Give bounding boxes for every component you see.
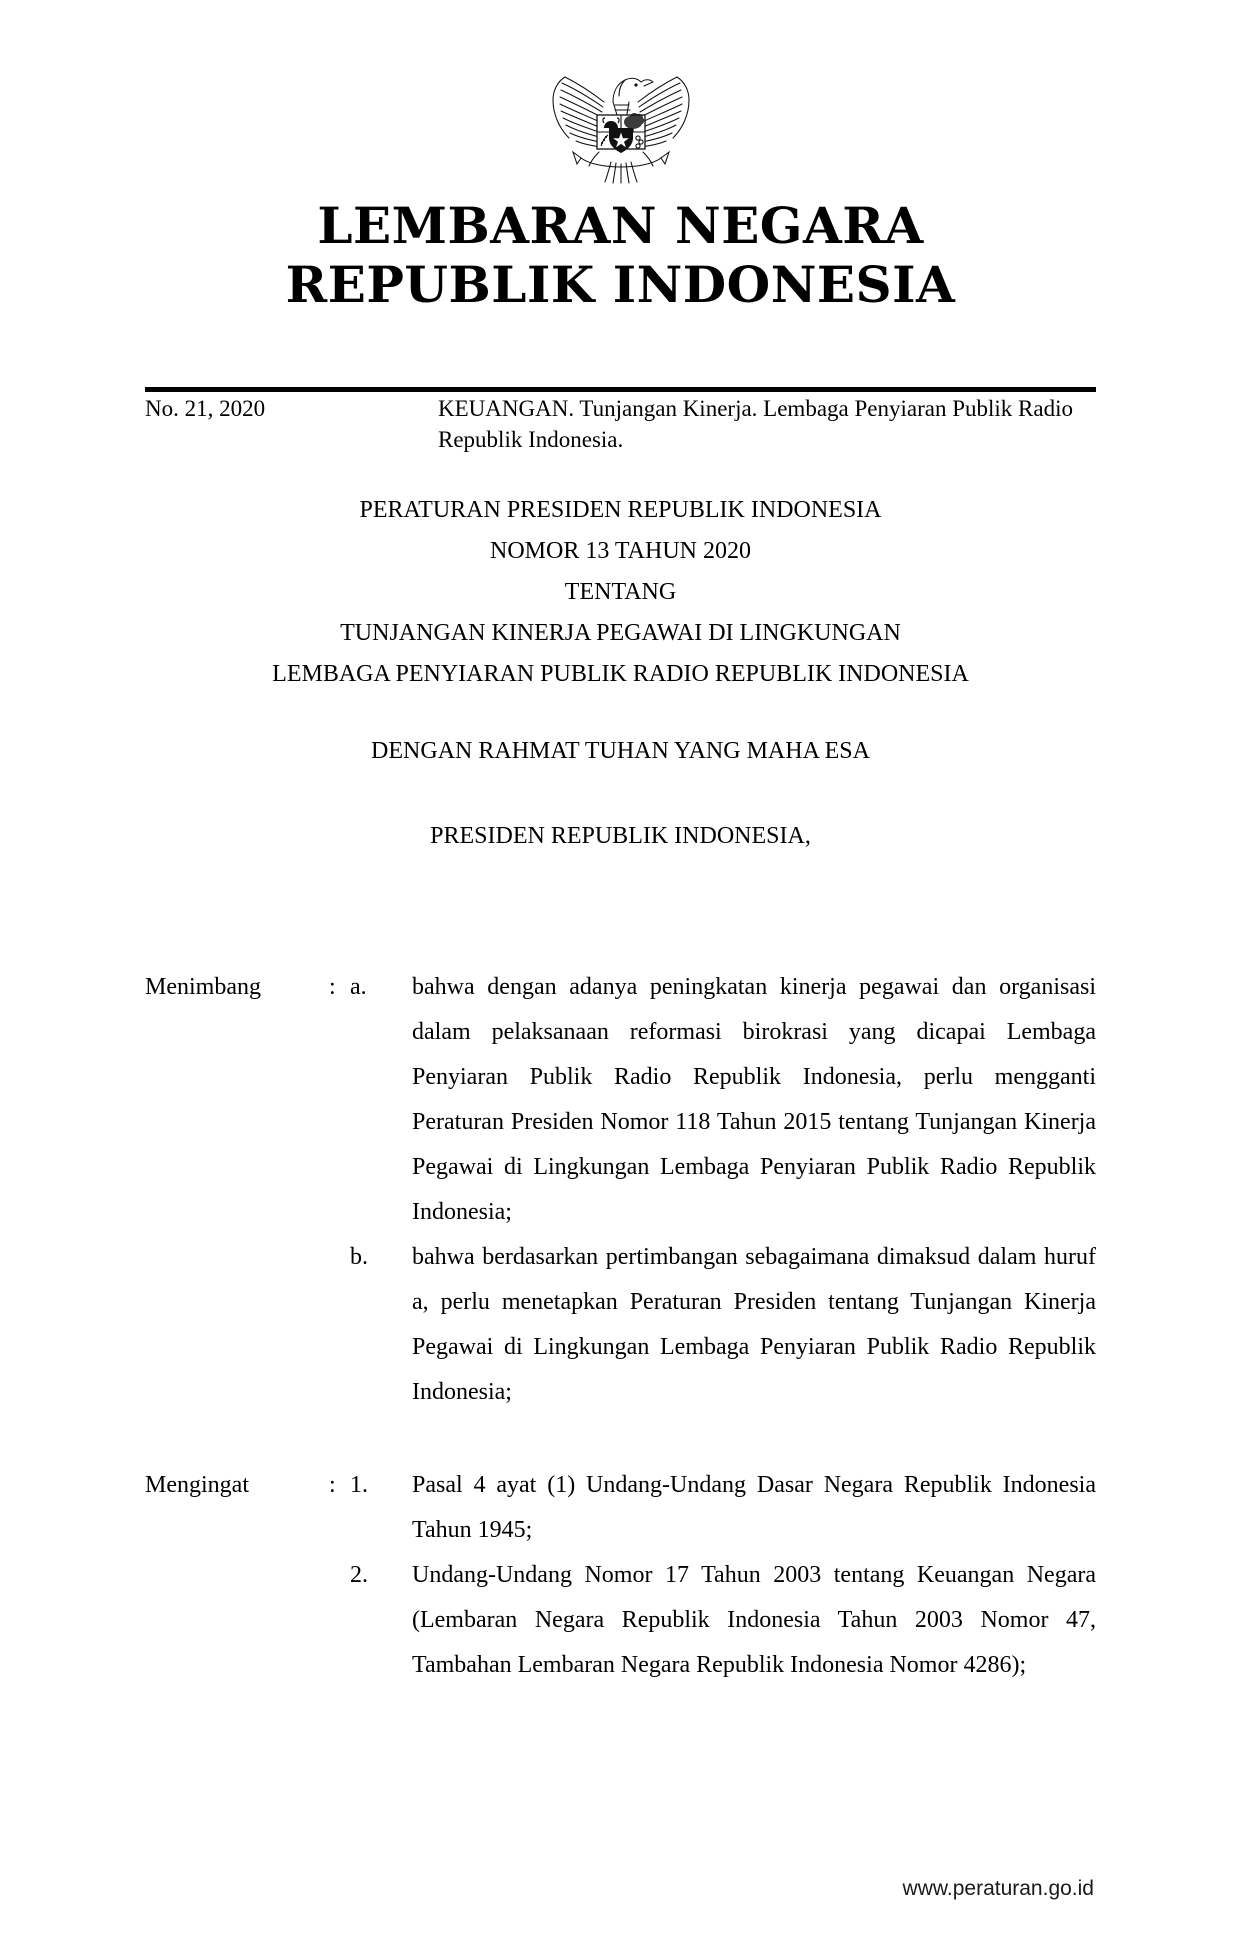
gazette-subject: KEUANGAN. Tunjangan Kinerja. Lembaga Penyiaran Publik Radio Republik Indonesia. <box>438 396 1073 452</box>
regulation-authority: PERATURAN PRESIDEN REPUBLIK INDONESIA <box>359 497 882 523</box>
menimbang-text-b: bahwa berdasarkan pertimbangan sebagaimana dimaksud dalam huruf a, perlu menetapkan Peraturan Presiden tentang Tunjangan Kinerja Pegawai di Lingkungan Lembaga Penyiaran Publik Radio Republik Indonesia; <box>412 1244 1096 1405</box>
masthead-line-2: REPUBLIK INDONESIA <box>285 255 956 314</box>
mengingat-text-1: Pasal 4 ayat (1) Undang-Undang Dasar Negara Republik Indonesia Tahun 1945; <box>412 1472 1096 1543</box>
mengingat-item-1 <box>145 1463 1096 1553</box>
title-spacer-2 <box>145 772 1096 816</box>
footer-url[interactable]: www.peraturan.go.id <box>902 1877 1094 1900</box>
menimbang-text-a: bahwa dengan adanya peningkatan kinerja pegawai dan organisasi dalam pelaksanaan reformasi birokrasi yang dicapai Lembaga Penyiaran Publik Radio Republik Indonesia, perlu mengganti Peraturan Presiden Nomor 118 Tahun 2015 tentang Tunjangan Kinerja Pegawai di Lingkungan Lembaga Penyiaran Publik Radio Republik Indonesia; <box>412 974 1096 1225</box>
mengingat-marker-2: 2. <box>350 1562 368 1588</box>
masthead-line-1: LEMBARAN NEGARA <box>317 196 924 255</box>
mengingat-colon: : <box>329 1472 336 1498</box>
menimbang-marker-b: b. <box>350 1244 368 1270</box>
regulation-number: NOMOR 13 TAHUN 2020 <box>490 538 751 564</box>
mengingat-group <box>145 1463 1096 1688</box>
mengingat-label: Mengingat <box>145 1472 249 1498</box>
header-divider <box>145 387 1096 392</box>
menimbang-colon: : <box>329 974 336 1000</box>
menimbang-item-b <box>145 1235 1096 1415</box>
title-spacer-1 <box>145 695 1096 731</box>
footer <box>0 1877 1241 1901</box>
menimbang-group <box>145 965 1096 1415</box>
regulation-subject-line-2: LEMBAGA PENYIARAN PUBLIK RADIO REPUBLIK INDONESIA <box>272 661 969 687</box>
mengingat-text-2: Undang-Undang Nomor 17 Tahun 2003 tentang Keuangan Negara (Lembaran Negara Republik Indonesia Tahun 2003 Nomor 47, Tambahan Lembaran Negara Republik Indonesia Nomor 4286); <box>412 1562 1096 1678</box>
menimbang-item-a <box>145 965 1096 1235</box>
menimbang-marker-a: a. <box>350 974 367 1000</box>
mengingat-item-2 <box>145 1553 1096 1688</box>
menimbang-label: Menimbang <box>145 974 261 1000</box>
invocation-line: DENGAN RAHMAT TUHAN YANG MAHA ESA <box>371 738 870 764</box>
issuer-line: PRESIDEN REPUBLIK INDONESIA, <box>430 823 811 849</box>
title-block <box>145 490 1096 857</box>
garuda-pancasila-icon <box>541 58 701 184</box>
header-info-row <box>145 393 1096 455</box>
clauses-section <box>145 965 1096 1688</box>
mengingat-marker-1: 1. <box>350 1472 368 1498</box>
pancasila-shield-icon <box>597 113 645 153</box>
masthead <box>0 196 1241 314</box>
emblem-container <box>0 58 1241 189</box>
regulation-subject-line-1: TUNJANGAN KINERJA PEGAWAI DI LINGKUNGAN <box>340 620 901 646</box>
regulation-about-label: TENTANG <box>564 579 677 605</box>
gazette-number: No. 21, 2020 <box>145 396 266 421</box>
